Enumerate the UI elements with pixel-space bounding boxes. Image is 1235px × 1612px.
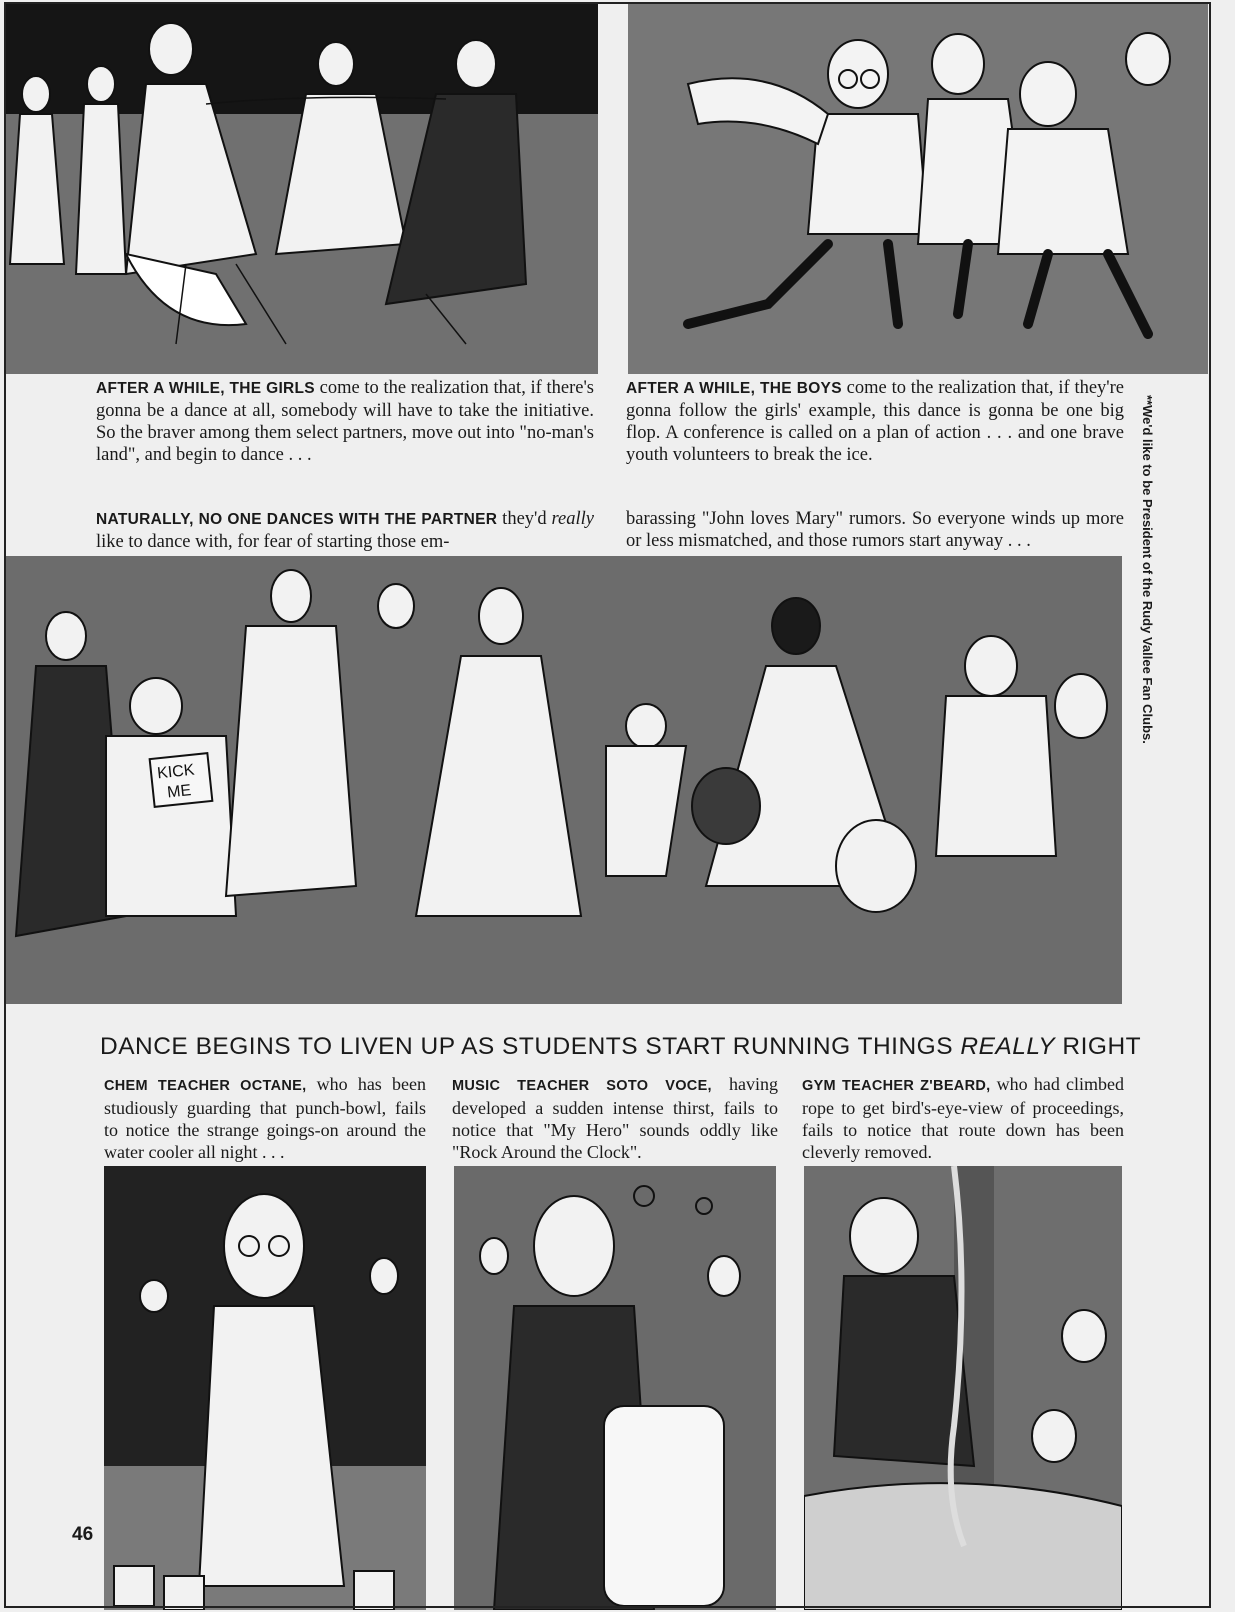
- headline-emphasis: REALLY: [960, 1033, 1056, 1060]
- caption-boys-realization: [626, 377, 1124, 466]
- caption-girls-lead: AFTER A WHILE, THE GIRLS: [96, 380, 315, 397]
- caption-music-lead: MUSIC TEACHER SOTO VOCE,: [452, 1078, 712, 1094]
- caption-chem-lead: CHEM TEACHER OCTANE,: [104, 1078, 307, 1094]
- caption-partner-right: [626, 508, 1124, 552]
- caption-chem-text: who has been studiously guarding that punch-bowl, fails to notice the strange goings-on around the water cooler all night . . .: [104, 1074, 426, 1162]
- illustration-mismatched-dancers: [6, 556, 1122, 1004]
- caption-partner-right-text: barassing "John loves Mary" rumors. So everyone winds up more or less mismatched, and those rumors start anyway . . .: [626, 509, 1124, 551]
- headline-part2: RIGHT: [1055, 1033, 1142, 1060]
- section-headline: [100, 1033, 1142, 1061]
- kick-me-sign-line1: KICK: [156, 761, 196, 783]
- caption-music-teacher: [452, 1073, 778, 1163]
- illustration-boys-rushing: [628, 4, 1208, 374]
- caption-partner-lead: NATURALLY, NO ONE DANCES WITH THE PARTNER: [96, 511, 498, 528]
- illustration-gym-teacher: [804, 1166, 1122, 1610]
- caption-partner-left: [96, 508, 594, 553]
- caption-music-text: having developed a sudden intense thirst, fails to notice that "My Hero" sounds oddly like "Rock Around the Clock".: [452, 1074, 778, 1162]
- caption-partner-text2: like to dance with, for fear of starting those em-: [96, 532, 450, 552]
- illustration-music-teacher: [454, 1166, 776, 1610]
- caption-girls-realization: [96, 377, 594, 466]
- page-number: 46: [72, 1524, 94, 1545]
- side-footnote: **We'd like to be President of the Rudy Vallee Fan Clubs.: [1140, 395, 1155, 744]
- caption-girls-text: come to the realization that, if there's gonna be a dance at all, somebody will have to take the initiative. So the braver among them select partners, move out into "no-man's land", and begin to dance . . .: [96, 378, 594, 465]
- caption-boys-text: come to the realization that, if they're gonna follow the girls' example, this dance is gonna be one big flop. A conference is called on a plan of action . . . and one brave youth volunteers to break the ice.: [626, 378, 1125, 465]
- caption-chem-teacher: [104, 1073, 426, 1163]
- caption-partner-text1: they'd: [497, 509, 552, 529]
- caption-gym-lead: GYM TEACHER Z'BEARD,: [802, 1078, 991, 1094]
- illustration-chem-teacher: [104, 1166, 426, 1610]
- caption-boys-lead: AFTER A WHILE, THE BOYS: [626, 380, 842, 397]
- illustration-girls-dancing: [6, 4, 598, 374]
- headline-part1: DANCE BEGINS TO LIVEN UP AS STUDENTS START RUNNING THINGS: [100, 1033, 961, 1060]
- kick-me-sign-line2: ME: [166, 782, 193, 802]
- caption-gym-teacher: [802, 1073, 1124, 1163]
- caption-partner-emphasis: really: [551, 509, 594, 529]
- caption-gym-text: who had climbed rope to get bird's-eye-view of proceedings, fails to notice that route down has been cleverly removed.: [802, 1074, 1124, 1162]
